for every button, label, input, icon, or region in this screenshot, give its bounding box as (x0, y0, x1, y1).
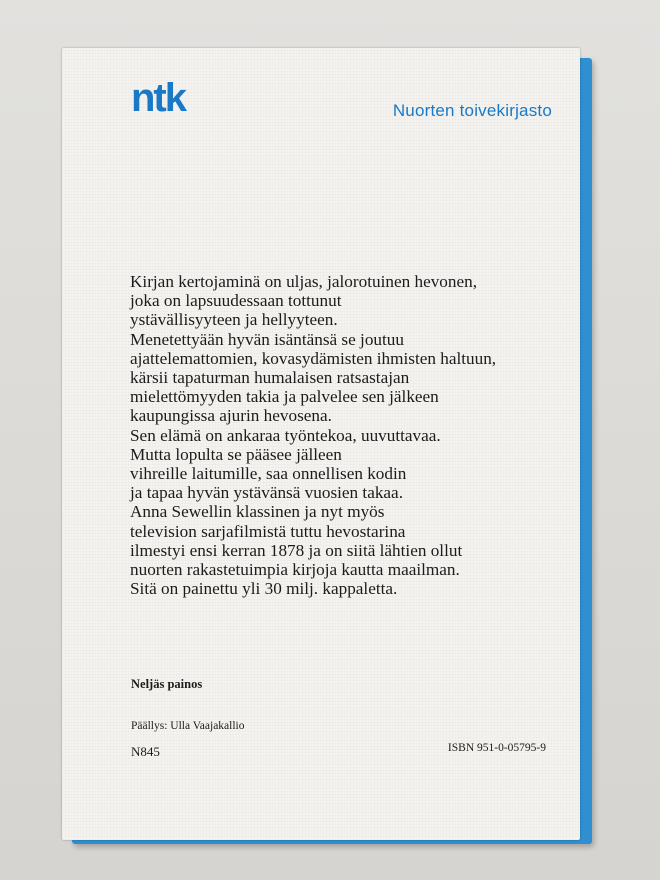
blurb-line: joka on lapsuudessaan tottunut (130, 291, 342, 311)
isbn-number: ISBN 951-0-05795-9 (447, 742, 546, 754)
blurb-line: Kirjan kertojaminä on uljas, jalorotuinen hevonen, (130, 272, 477, 291)
blurb-line: kaupungissa ajurin hevosena. (130, 406, 332, 426)
edition-label: Neljäs painos (131, 677, 203, 691)
blurb-line: nuorten rakastetuimpia kirjoja kautta maailman. (130, 560, 460, 580)
cover-credit: Päällys: Ulla Vaajakallio (131, 720, 245, 732)
blurb-line: ilmestyi ensi kerran 1878 ja on siitä lähtien ollut (130, 540, 463, 560)
blurb-line: ystävällisyyteen ja hellyyteen. (130, 310, 338, 330)
blurb-line: kärsii tapaturman humalaisen ratsastajan (130, 368, 410, 388)
blurb-text (130, 272, 560, 598)
blurb-line: Sen elämä on ankaraa työntekoa, uuvuttavaa. (130, 425, 441, 445)
blurb-line: television sarjafilmistä tuttu hevostarina (130, 521, 406, 541)
blurb-line: ja tapaa hyvän ystävänsä vuosien takaa. (130, 483, 403, 503)
blurb-line: Mutta lopulta se pääsee jälleen (130, 444, 342, 464)
blurb-line: mielettömyyden takia ja palvelee sen jälkeen (130, 387, 439, 407)
blurb-line: vihreille laitumille, saa onnellisen kodin (130, 464, 407, 484)
blurb-line: Menetettyään hyvän isäntänsä se joutuu (130, 329, 404, 349)
publisher-logo: ntk (131, 76, 185, 120)
blurb-line: Anna Sewellin klassinen ja nyt myös (130, 502, 385, 522)
blurb-line: Sitä on painettu yli 30 milj. kappaletta. (130, 579, 398, 599)
blurb-line: ajattelemattomien, kovasydämisten ihmisten haltuun, (130, 348, 497, 368)
series-title: Nuorten toivekirjasto (392, 101, 552, 120)
product-code: N845 (131, 744, 160, 759)
